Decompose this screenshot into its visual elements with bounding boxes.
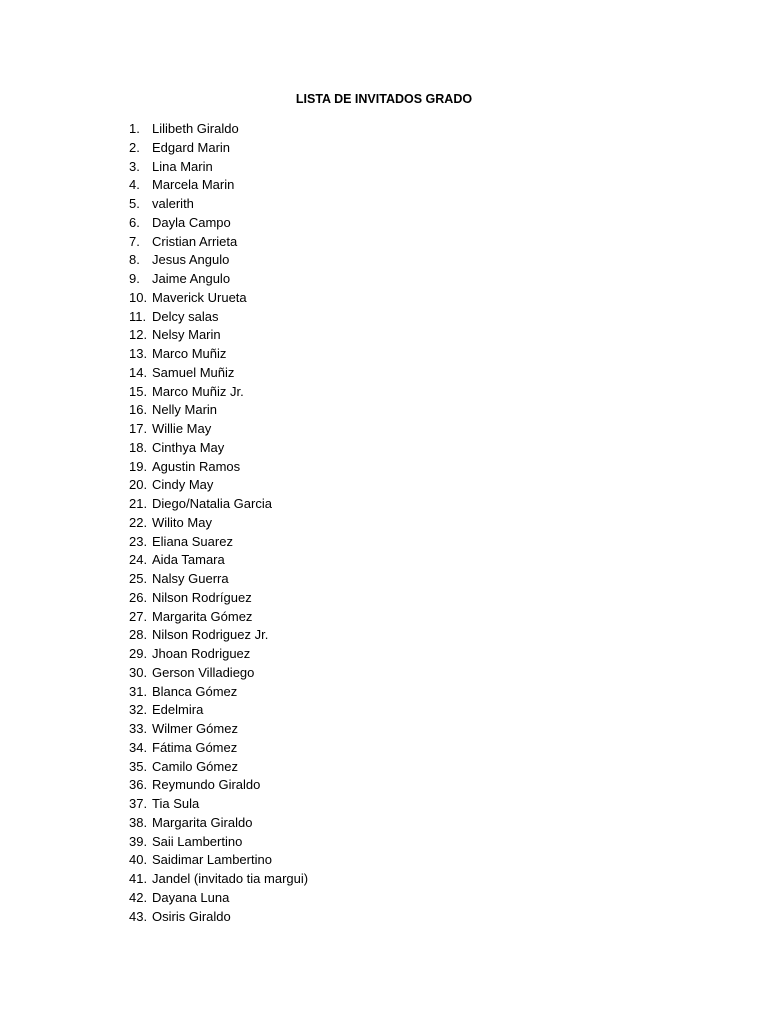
guest-name: Nalsy Guerra bbox=[152, 571, 229, 586]
guest-name: Marcela Marin bbox=[152, 177, 235, 193]
guest-name: Margarita Gómez bbox=[152, 608, 253, 624]
guest-number: 42. bbox=[129, 889, 148, 905]
guest-number: 40. bbox=[129, 852, 148, 868]
guest-number: 6. bbox=[129, 214, 140, 230]
guest-name: valerith bbox=[152, 196, 194, 211]
guest-name: Gerson Villadiego bbox=[152, 664, 255, 680]
guest-number: 29. bbox=[129, 646, 148, 661]
guest-name: Wilmer Gómez bbox=[152, 721, 238, 736]
guest-number: 21. bbox=[129, 496, 148, 511]
guest-name: Diego/Natalia Garcia bbox=[152, 496, 272, 511]
guest-name: Edelmira bbox=[152, 702, 204, 718]
guest-name: Wilito May bbox=[152, 514, 212, 530]
guest-name: Nilson Rodriguez Jr. bbox=[152, 627, 269, 643]
guest-number: 14. bbox=[129, 364, 148, 380]
guest-number: 4. bbox=[129, 177, 140, 193]
guest-name: Nelsy Marin bbox=[152, 327, 221, 343]
guest-name: Cinthya May bbox=[152, 439, 225, 455]
guest-number: 1. bbox=[129, 121, 140, 136]
guest-number: 33. bbox=[129, 721, 148, 736]
guest-number: 39. bbox=[129, 833, 148, 849]
guest-name: Osiris Giraldo bbox=[152, 908, 231, 924]
guest-number: 43. bbox=[129, 908, 148, 924]
guest-number: 24. bbox=[129, 552, 148, 568]
guest-number: 28. bbox=[129, 627, 148, 643]
guest-name: Tia Sula bbox=[152, 796, 200, 811]
guest-number: 31. bbox=[129, 683, 148, 699]
guest-name: Jandel (invitado tia margui) bbox=[152, 871, 309, 886]
guest-number: 8. bbox=[129, 252, 140, 268]
guest-name: Lina Marin bbox=[152, 158, 213, 174]
guest-name: Nelly Marin bbox=[152, 402, 218, 418]
guest-name: Delcy salas bbox=[152, 308, 219, 324]
guest-name: Aida Tamara bbox=[152, 552, 225, 568]
guest-number: 10. bbox=[129, 289, 148, 305]
guest-number: 7. bbox=[129, 233, 140, 249]
guest-name: Samuel Muñiz bbox=[152, 364, 235, 380]
guest-name: Lilibeth Giraldo bbox=[152, 121, 239, 136]
guest-number: 20. bbox=[129, 477, 148, 493]
guest-name: Maverick Urueta bbox=[152, 289, 247, 305]
guest-name: Edgard Marin bbox=[152, 139, 231, 155]
guest-name: Camilo Gómez bbox=[152, 758, 238, 774]
guest-name: Saii Lambertino bbox=[152, 833, 243, 849]
guest-name: Jaime Angulo bbox=[152, 271, 231, 286]
guest-name: Dayla Campo bbox=[152, 214, 231, 230]
guest-number: 32. bbox=[129, 702, 148, 718]
guest-number: 27. bbox=[129, 608, 148, 624]
guest-number: 5. bbox=[129, 196, 140, 211]
guest-number: 34. bbox=[129, 739, 148, 755]
guest-number: 13. bbox=[129, 346, 148, 361]
guest-number: 41. bbox=[129, 871, 148, 886]
guest-number: 16. bbox=[129, 402, 148, 418]
guest-name: Cristian Arrieta bbox=[152, 233, 238, 249]
guest-number: 2. bbox=[129, 139, 140, 155]
guest-number: 22. bbox=[129, 514, 148, 530]
guest-name: Jhoan Rodriguez bbox=[152, 646, 251, 661]
guest-number: 17. bbox=[129, 421, 148, 436]
guest-number: 38. bbox=[129, 814, 148, 830]
guest-number: 36. bbox=[129, 777, 148, 793]
guest-name: Marco Muñiz Jr. bbox=[152, 383, 244, 399]
guest-number: 30. bbox=[129, 664, 148, 680]
guest-name: Margarita Giraldo bbox=[152, 814, 253, 830]
guest-name: Saidimar Lambertino bbox=[152, 852, 272, 868]
guest-name: Fátima Gómez bbox=[152, 739, 238, 755]
guest-number: 12. bbox=[129, 327, 148, 343]
guest-number: 37. bbox=[129, 796, 148, 811]
document-title: LISTA DE INVITADOS GRADO bbox=[295, 92, 473, 106]
guest-number: 15. bbox=[129, 383, 148, 399]
guest-name: Cindy May bbox=[152, 477, 214, 493]
guest-number: 25. bbox=[129, 571, 148, 586]
guest-number: 35. bbox=[129, 758, 148, 774]
guest-name: Nilson Rodríguez bbox=[152, 589, 252, 605]
guest-number: 11. bbox=[129, 308, 147, 324]
guest-number: 26. bbox=[129, 589, 148, 605]
guest-name: Jesus Angulo bbox=[152, 252, 230, 268]
guest-name: Marco Muñiz bbox=[152, 346, 227, 361]
guest-name: Willie May bbox=[152, 421, 212, 436]
guest-name: Eliana Suarez bbox=[152, 533, 233, 549]
guest-name: Reymundo Giraldo bbox=[152, 777, 261, 793]
guest-number: 23. bbox=[129, 533, 148, 549]
guest-number: 9. bbox=[129, 271, 140, 286]
guest-name: Blanca Gómez bbox=[152, 683, 238, 699]
guest-name: Dayana Luna bbox=[152, 889, 230, 905]
guest-number: 18. bbox=[129, 439, 148, 455]
guest-name: Agustin Ramos bbox=[152, 458, 241, 474]
guest-number: 3. bbox=[129, 158, 140, 174]
guest-number: 19. bbox=[129, 458, 148, 474]
